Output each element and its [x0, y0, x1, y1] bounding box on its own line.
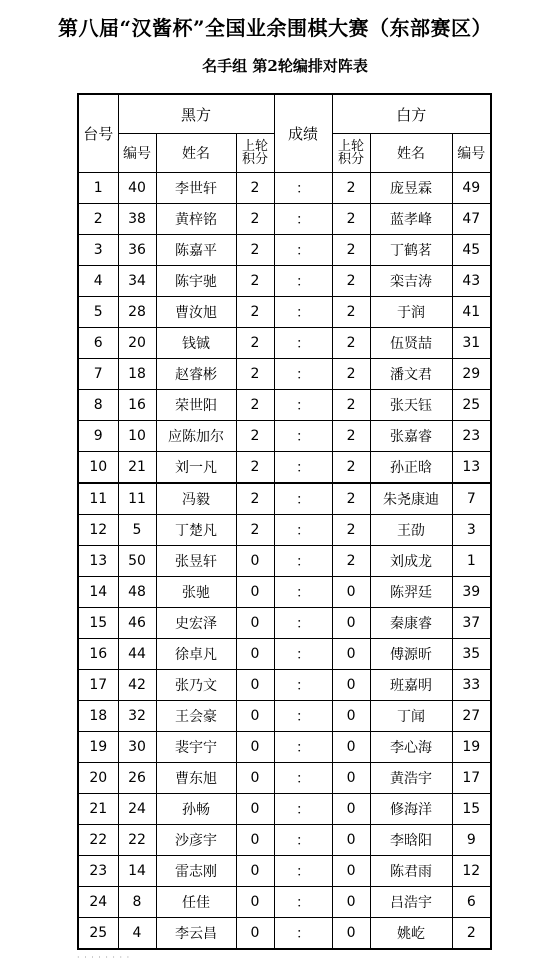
cell-black-prev-score: 0	[236, 639, 274, 670]
table-row	[78, 204, 491, 235]
cell-result: ：	[274, 639, 332, 670]
cell-black-name: 张驰	[156, 577, 236, 608]
cell-table-no: 11	[78, 483, 118, 515]
cell-white-prev-score: 0	[332, 670, 370, 701]
table-row	[78, 421, 491, 452]
cell-black-name: 雷志刚	[156, 856, 236, 887]
cell-black-prev-score: 2	[236, 515, 274, 546]
cell-black-number: 14	[118, 856, 156, 887]
cell-result: ：	[274, 918, 332, 950]
cell-result: ：	[274, 515, 332, 546]
cell-white-number: 39	[452, 577, 491, 608]
table-row	[78, 639, 491, 670]
cell-white-number: 41	[452, 297, 491, 328]
cell-black-prev-score: 2	[236, 297, 274, 328]
table-row	[78, 608, 491, 639]
cell-white-prev-score: 2	[332, 515, 370, 546]
cell-white-prev-score: 2	[332, 173, 370, 204]
cell-result: ：	[274, 856, 332, 887]
cell-white-number: 2	[452, 918, 491, 950]
cell-result: ：	[274, 794, 332, 825]
cell-black-number: 11	[118, 483, 156, 515]
cell-table-no: 24	[78, 887, 118, 918]
cell-table-no: 22	[78, 825, 118, 856]
cell-black-name: 陈嘉平	[156, 235, 236, 266]
cell-white-number: 31	[452, 328, 491, 359]
cell-table-no: 19	[78, 732, 118, 763]
table-row	[78, 297, 491, 328]
cell-black-number: 48	[118, 577, 156, 608]
cell-white-name: 秦康睿	[370, 608, 452, 639]
footnote-fragment: · · · · · · · ·	[77, 953, 131, 962]
cell-white-prev-score: 0	[332, 794, 370, 825]
table-row	[78, 235, 491, 266]
table-row	[78, 577, 491, 608]
table-row	[78, 266, 491, 297]
cell-white-number: 37	[452, 608, 491, 639]
cell-white-prev-score: 0	[332, 763, 370, 794]
table-row	[78, 173, 491, 204]
cell-black-number: 34	[118, 266, 156, 297]
cell-result: ：	[274, 577, 332, 608]
cell-table-no: 23	[78, 856, 118, 887]
cell-result: ：	[274, 670, 332, 701]
cell-white-number: 15	[452, 794, 491, 825]
cell-black-prev-score: 2	[236, 483, 274, 515]
cell-black-prev-score: 2	[236, 390, 274, 421]
cell-white-name: 伍贤喆	[370, 328, 452, 359]
cell-table-no: 17	[78, 670, 118, 701]
cell-white-prev-score: 2	[332, 204, 370, 235]
cell-white-number: 13	[452, 452, 491, 484]
cell-white-number: 12	[452, 856, 491, 887]
cell-white-prev-score: 2	[332, 328, 370, 359]
cell-black-prev-score: 2	[236, 204, 274, 235]
cell-black-prev-score: 2	[236, 328, 274, 359]
cell-table-no: 9	[78, 421, 118, 452]
cell-black-prev-score: 0	[236, 577, 274, 608]
cell-black-name: 应陈加尔	[156, 421, 236, 452]
cell-black-prev-score: 0	[236, 670, 274, 701]
cell-result: ：	[274, 235, 332, 266]
cell-result: ：	[274, 173, 332, 204]
header-black: 黑方	[118, 94, 274, 134]
header-white: 白方	[332, 94, 491, 134]
cell-black-prev-score: 0	[236, 732, 274, 763]
cell-black-number: 32	[118, 701, 156, 732]
cell-black-number: 26	[118, 763, 156, 794]
cell-black-number: 18	[118, 359, 156, 390]
cell-black-number: 46	[118, 608, 156, 639]
cell-table-no: 1	[78, 173, 118, 204]
cell-black-prev-score: 0	[236, 825, 274, 856]
cell-black-name: 曹汝旭	[156, 297, 236, 328]
table-row	[78, 856, 491, 887]
cell-black-prev-score: 0	[236, 856, 274, 887]
cell-black-name: 荣世阳	[156, 390, 236, 421]
cell-white-prev-score: 2	[332, 390, 370, 421]
table-row	[78, 670, 491, 701]
cell-white-name: 班嘉明	[370, 670, 452, 701]
cell-table-no: 20	[78, 763, 118, 794]
cell-black-number: 36	[118, 235, 156, 266]
cell-white-prev-score: 2	[332, 483, 370, 515]
cell-result: ：	[274, 483, 332, 515]
cell-black-number: 28	[118, 297, 156, 328]
cell-white-number: 17	[452, 763, 491, 794]
cell-black-number: 44	[118, 639, 156, 670]
cell-white-name: 黄浩宇	[370, 763, 452, 794]
cell-white-number: 3	[452, 515, 491, 546]
table-row	[78, 918, 491, 950]
cell-black-prev-score: 0	[236, 918, 274, 950]
cell-result: ：	[274, 608, 332, 639]
cell-white-number: 47	[452, 204, 491, 235]
page-subtitle: 名手组 第2轮编排对阵表	[202, 57, 368, 75]
cell-result: ：	[274, 701, 332, 732]
cell-white-name: 朱尧康迪	[370, 483, 452, 515]
cell-black-number: 8	[118, 887, 156, 918]
cell-result: ：	[274, 887, 332, 918]
cell-white-number: 35	[452, 639, 491, 670]
cell-white-name: 修海洋	[370, 794, 452, 825]
cell-white-prev-score: 0	[332, 701, 370, 732]
cell-table-no: 16	[78, 639, 118, 670]
cell-white-name: 陈君雨	[370, 856, 452, 887]
cell-black-number: 40	[118, 173, 156, 204]
cell-black-number: 38	[118, 204, 156, 235]
cell-white-prev-score: 2	[332, 266, 370, 297]
cell-white-prev-score: 0	[332, 732, 370, 763]
table-row	[78, 794, 491, 825]
cell-result: ：	[274, 266, 332, 297]
cell-table-no: 7	[78, 359, 118, 390]
cell-white-number: 19	[452, 732, 491, 763]
cell-result: ：	[274, 452, 332, 484]
cell-result: ：	[274, 732, 332, 763]
cell-black-prev-score: 0	[236, 794, 274, 825]
table-row	[78, 328, 491, 359]
table-row	[78, 515, 491, 546]
cell-white-prev-score: 2	[332, 297, 370, 328]
cell-black-number: 10	[118, 421, 156, 452]
cell-white-name: 姚屹	[370, 918, 452, 950]
cell-black-name: 钱铖	[156, 328, 236, 359]
cell-white-number: 23	[452, 421, 491, 452]
cell-black-name: 张乃文	[156, 670, 236, 701]
cell-white-name: 庞昱霖	[370, 173, 452, 204]
cell-result: ：	[274, 763, 332, 794]
cell-black-name: 黄梓铭	[156, 204, 236, 235]
cell-black-name: 曹东旭	[156, 763, 236, 794]
cell-table-no: 15	[78, 608, 118, 639]
header-table-no: 台号	[78, 94, 118, 173]
cell-black-number: 24	[118, 794, 156, 825]
cell-black-number: 21	[118, 452, 156, 484]
table-row	[78, 483, 491, 515]
cell-white-number: 1	[452, 546, 491, 577]
cell-table-no: 6	[78, 328, 118, 359]
cell-black-prev-score: 2	[236, 173, 274, 204]
cell-table-no: 8	[78, 390, 118, 421]
cell-white-prev-score: 0	[332, 825, 370, 856]
cell-white-prev-score: 2	[332, 452, 370, 484]
cell-black-number: 4	[118, 918, 156, 950]
cell-result: ：	[274, 359, 332, 390]
cell-white-prev-score: 0	[332, 918, 370, 950]
cell-black-name: 徐卓凡	[156, 639, 236, 670]
cell-black-number: 20	[118, 328, 156, 359]
cell-white-prev-score: 0	[332, 608, 370, 639]
cell-black-prev-score: 2	[236, 266, 274, 297]
cell-table-no: 25	[78, 918, 118, 950]
cell-table-no: 21	[78, 794, 118, 825]
cell-white-name: 栾吉涛	[370, 266, 452, 297]
table-row	[78, 546, 491, 577]
cell-black-name: 刘一凡	[156, 452, 236, 484]
cell-white-name: 王劭	[370, 515, 452, 546]
header-black-name: 姓名	[156, 134, 236, 173]
table-row	[78, 359, 491, 390]
cell-white-number: 27	[452, 701, 491, 732]
table-row	[78, 390, 491, 421]
cell-table-no: 10	[78, 452, 118, 484]
cell-black-prev-score: 2	[236, 235, 274, 266]
cell-result: ：	[274, 390, 332, 421]
cell-black-name: 冯毅	[156, 483, 236, 515]
cell-table-no: 18	[78, 701, 118, 732]
cell-black-number: 22	[118, 825, 156, 856]
cell-result: ：	[274, 328, 332, 359]
cell-black-number: 30	[118, 732, 156, 763]
cell-white-name: 丁鹤茗	[370, 235, 452, 266]
cell-table-no: 13	[78, 546, 118, 577]
cell-table-no: 12	[78, 515, 118, 546]
cell-black-name: 赵睿彬	[156, 359, 236, 390]
cell-black-number: 50	[118, 546, 156, 577]
cell-result: ：	[274, 204, 332, 235]
cell-white-prev-score: 0	[332, 856, 370, 887]
cell-black-name: 裴宇宁	[156, 732, 236, 763]
cell-black-prev-score: 2	[236, 452, 274, 484]
cell-white-number: 45	[452, 235, 491, 266]
cell-black-number: 16	[118, 390, 156, 421]
cell-black-name: 李云昌	[156, 918, 236, 950]
cell-white-name: 孙正晗	[370, 452, 452, 484]
cell-white-prev-score: 2	[332, 421, 370, 452]
cell-white-prev-score: 0	[332, 887, 370, 918]
cell-result: ：	[274, 546, 332, 577]
cell-table-no: 3	[78, 235, 118, 266]
cell-white-number: 9	[452, 825, 491, 856]
cell-table-no: 14	[78, 577, 118, 608]
pairing-table	[77, 93, 492, 950]
cell-black-number: 5	[118, 515, 156, 546]
header-black-number: 编号	[118, 134, 156, 173]
cell-result: ：	[274, 825, 332, 856]
table-row	[78, 763, 491, 794]
cell-black-prev-score: 2	[236, 359, 274, 390]
cell-black-prev-score: 0	[236, 546, 274, 577]
cell-white-name: 张天钰	[370, 390, 452, 421]
cell-white-number: 25	[452, 390, 491, 421]
cell-white-name: 张嘉睿	[370, 421, 452, 452]
cell-black-name: 李世轩	[156, 173, 236, 204]
cell-black-prev-score: 2	[236, 421, 274, 452]
cell-white-name: 潘文君	[370, 359, 452, 390]
cell-black-name: 张昱轩	[156, 546, 236, 577]
cell-white-prev-score: 2	[332, 359, 370, 390]
cell-black-prev-score: 0	[236, 608, 274, 639]
cell-white-name: 傅源昕	[370, 639, 452, 670]
cell-white-name: 李心海	[370, 732, 452, 763]
header-black-prev-score: 上轮积分	[236, 134, 274, 173]
cell-white-name: 丁闻	[370, 701, 452, 732]
cell-white-name: 于润	[370, 297, 452, 328]
cell-white-name: 蓝孝峰	[370, 204, 452, 235]
cell-black-prev-score: 0	[236, 763, 274, 794]
cell-black-prev-score: 0	[236, 701, 274, 732]
table-row	[78, 887, 491, 918]
cell-white-name: 陈羿廷	[370, 577, 452, 608]
cell-black-number: 42	[118, 670, 156, 701]
page-title: 第八届“汉酱杯”全国业余围棋大赛（东部赛区）	[57, 16, 492, 40]
cell-result: ：	[274, 297, 332, 328]
header-white-prev-score: 上轮积分	[332, 134, 370, 173]
table-row	[78, 732, 491, 763]
cell-white-number: 33	[452, 670, 491, 701]
table-row	[78, 825, 491, 856]
cell-white-number: 29	[452, 359, 491, 390]
cell-black-name: 任佳	[156, 887, 236, 918]
cell-white-name: 李晗阳	[370, 825, 452, 856]
cell-white-prev-score: 2	[332, 235, 370, 266]
table-row	[78, 452, 491, 484]
header-white-name: 姓名	[370, 134, 452, 173]
cell-white-number: 49	[452, 173, 491, 204]
cell-white-number: 7	[452, 483, 491, 515]
cell-table-no: 2	[78, 204, 118, 235]
cell-white-prev-score: 2	[332, 546, 370, 577]
cell-white-number: 43	[452, 266, 491, 297]
cell-white-prev-score: 0	[332, 639, 370, 670]
cell-black-name: 孙畅	[156, 794, 236, 825]
cell-black-name: 史宏泽	[156, 608, 236, 639]
cell-white-name: 吕浩宇	[370, 887, 452, 918]
cell-result: ：	[274, 421, 332, 452]
cell-table-no: 4	[78, 266, 118, 297]
cell-black-prev-score: 0	[236, 887, 274, 918]
table-row	[78, 701, 491, 732]
header-white-number: 编号	[452, 134, 491, 173]
cell-black-name: 沙彦宇	[156, 825, 236, 856]
cell-white-number: 6	[452, 887, 491, 918]
cell-black-name: 陈宇驰	[156, 266, 236, 297]
cell-black-name: 王会豪	[156, 701, 236, 732]
header-result: 成绩	[274, 94, 332, 173]
cell-white-name: 刘成龙	[370, 546, 452, 577]
cell-white-prev-score: 0	[332, 577, 370, 608]
cell-black-name: 丁楚凡	[156, 515, 236, 546]
cell-table-no: 5	[78, 297, 118, 328]
